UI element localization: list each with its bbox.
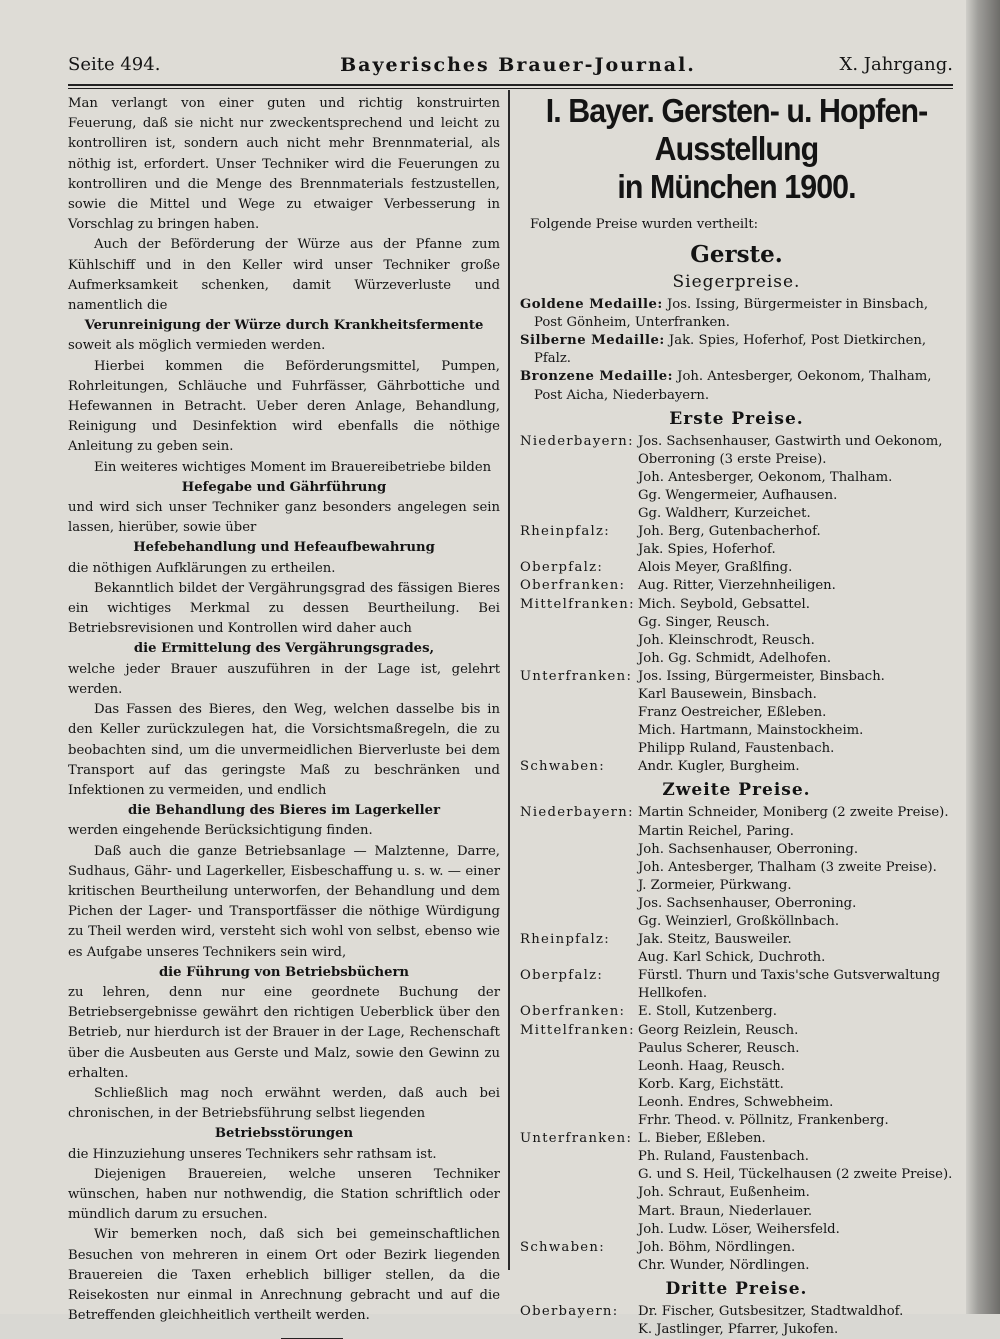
prize-winner: Leonh. Haag, Reusch. (638, 1058, 785, 1074)
prize-row (520, 433, 953, 469)
medal-winner: Jak. Spies, Hoferhof, Post Dietkirchen, Pfalz. (534, 333, 927, 367)
region-label: Oberfranken: (520, 1004, 626, 1020)
heading-zweite-preise: Zweite Preise. (662, 780, 811, 801)
prize-winner: Leonh. Endres, Schwebheim. (638, 1094, 834, 1110)
prize-winner: Gg. Singer, Reusch. (638, 614, 770, 630)
prize-winner: Aug. Ritter, Vierzehnheiligen. (638, 578, 836, 594)
prize-row (520, 1003, 953, 1021)
prize-winner: Martin Reichel, Paring. (638, 823, 794, 839)
prize-winner: Joh. Antesberger, Thalham (3 zweite Preise). (638, 859, 937, 875)
prize-winner: Georg Reizlein, Reusch. (638, 1022, 799, 1038)
prize-row (520, 758, 953, 776)
medal-label: Goldene Medaille: (520, 297, 663, 313)
medal-list (520, 296, 953, 405)
paragraph: Bekanntlich bildet der Vergährungsgrad des fässigen Bieres ein wichtiges Merkmal zu dessen Beurtheilung. Bei Betriebsrevisionen und Kontrollen wird daher auch (68, 580, 500, 637)
prize-winner: Jak. Steitz, Bausweiler. (638, 932, 792, 948)
page-header (68, 50, 953, 84)
prize-row (520, 967, 953, 1003)
prize-winner: Mart. Braun, Niederlauer. (638, 1203, 813, 1219)
prize-winner: Gg. Weinzierl, Großköllnbach. (638, 914, 840, 929)
prize-winner: Jak. Spies, Hoferhof. (638, 542, 776, 558)
prize-winner: Gg. Waldherr, Kurzeichet. (638, 506, 811, 522)
prize-winner: Joh. Sachsenhauser, Oberroning. (638, 841, 859, 857)
prize-winner: L. Bieber, Eßleben. (638, 1131, 766, 1147)
region-label: Unterfranken: (520, 668, 633, 684)
prize-winner: J. Zormeier, Pürkwang. (638, 877, 792, 893)
region-label: Mittelfranken: (520, 1022, 635, 1038)
region-label: Oberpfalz: (520, 560, 604, 576)
prize-row (520, 1130, 953, 1148)
prize-winner: Martin Schneider, Moniberg (2 zweite Preise). (638, 805, 949, 821)
prize-winner: Frhr. Theod. v. Pöllnitz, Frankenberg. (638, 1113, 889, 1129)
region-label: Oberbayern: (520, 1303, 619, 1319)
subheading: Hefebehandlung und Hefeaufbewahrung (133, 540, 435, 556)
volume-label: X. Jahrgang. (839, 54, 953, 75)
prize-winner: Karl Bausewein, Binsbach. (638, 686, 817, 702)
erste-preise-list (520, 433, 953, 777)
prize-winner: Gg. Wengermeier, Aufhausen. (638, 487, 838, 503)
prize-winner: Joh. Schraut, Eußenheim. (638, 1185, 810, 1201)
prize-winner: Joh. Gg. Schmidt, Adelhofen. (638, 650, 832, 666)
prize-row (520, 523, 953, 541)
paragraph: Wir bemerken noch, daß sich bei gemeinschaftlichen Besuchen von mehreren in einem Ort oder Bezirk liegenden Brauereien die Taxen erheblich billiger stellen, da die Reisekosten nur einmal in Anrechnung gebracht und auf die Betreffenden gleichheitlich vertheilt werden. (68, 1227, 500, 1324)
left-column (68, 94, 500, 1339)
prize-winner: Ph. Ruland, Faustenbach. (638, 1149, 809, 1165)
paragraph: Hierbei kommen die Beförderungsmittel, Pumpen, Rohrleitungen, Schläuche und Fuhrfässer, Gährbottiche und Hefewannen in Betracht. Ueber deren Anlage, Behandlung, Reinigung und Desinfektion wird ebenfalls die nöthige Anleitung zu geben sein. (68, 358, 500, 455)
region-label: Rheinpfalz: (520, 524, 611, 540)
medal-label: Silberne Medaille: (520, 333, 665, 349)
column-divider (508, 90, 510, 1270)
paragraph: werden eingehende Berücksichtigung finden. (68, 823, 373, 839)
paragraph: Ein weiteres wichtiges Moment im Brauereibetriebe bilden (94, 459, 492, 475)
region-label: Niederbayern: (520, 805, 634, 821)
subheading: die Behandlung des Bieres im Lagerkeller (127, 803, 441, 819)
dritte-preise-list (520, 1303, 953, 1339)
header-rule (68, 84, 953, 89)
prize-winner: Jos. Sachsenhauser, Oberroning. (638, 895, 857, 911)
paragraph: die nöthigen Aufklärungen zu ertheilen. (68, 560, 336, 576)
prize-winner: Joh. Antesberger, Oekonom, Thalham. (638, 469, 893, 485)
exhibition-title-line2: in München 1900. (617, 168, 856, 205)
medal-label: Bronzene Medaille: (520, 369, 673, 385)
paragraph: zu lehren, denn nur eine geordnete Buchung der Betriebsergebnisse gewährt den richtigen Ueberblick über den Betrieb, nur hierdurch ist der Brauer in der Lage, Rechenschaft über die Ausbeuten aus Gerste und Malz, sowie den Gewinn zu erhalten. (68, 984, 500, 1081)
page-edge-shadow (966, 0, 1000, 1314)
paragraph: Daß auch die ganze Betriebsanlage — Malztenne, Darre, Sudhaus, Gähr- und Lagerkeller, Eisbeschaffung u. s. w. — einer kritischen Beurtheilung unterworfen, der Behandlung und dem Pichen der Lager- und Transportfässer die nöthige Würdigung zu Theil werden wird, versteht sich wohl von selbst, ebenso wie es Aufgabe unseres Technikers sein wird, (68, 843, 500, 960)
subheading: Betriebsstörungen (214, 1126, 354, 1142)
paragraph: Diejenigen Brauereien, welche unseren Techniker wünschen, haben nur nothwendig, die Station schriftlich oder mündlich darum zu ersuchen. (68, 1166, 500, 1223)
intro-text: Folgende Preise wurden vertheilt: (530, 217, 759, 232)
prize-winner: Joh. Berg, Gutenbacherhof. (638, 524, 821, 540)
region-label: Mittelfranken: (520, 596, 635, 612)
medal-winner: Jos. Issing, Bürgermeister in Binsbach, Post Gönheim, Unterfranken. (534, 297, 929, 331)
prize-winner: Andr. Kugler, Burgheim. (638, 759, 800, 775)
prize-row (520, 804, 953, 822)
prize-winner: Aug. Karl Schick, Duchroth. (638, 950, 826, 966)
heading-siegerpreise: Siegerpreise. (672, 272, 801, 293)
prize-winner: Jos. Issing, Bürgermeister, Binsbach. (638, 668, 885, 684)
prize-winner: Paulus Scherer, Reusch. (638, 1040, 800, 1056)
exhibition-title-line1: I. Bayer. Gersten- u. Hopfen-Ausstellung (545, 92, 928, 167)
prize-row (520, 1239, 953, 1257)
region-label: Rheinpfalz: (520, 932, 611, 948)
paragraph: Das Fassen des Bieres, den Weg, welchen dasselbe bis in den Keller zurückzulegen hat, die Vorsichtsmaßregeln, die zu beobachten sind, um die unvermeidlichen Bierverluste bei dem Transport auf das geringste Maß zu beschränken und Infektionen zu vermeiden, und endlich (68, 702, 500, 798)
prize-row (520, 1303, 953, 1321)
prize-winner: Joh. Kleinschrodt, Reusch. (638, 632, 815, 648)
paragraph: soweit als möglich vermieden werden. (68, 338, 326, 354)
paragraph: und wird sich unser Techniker ganz besonders angelegen sein lassen, hierüber, sowie über (68, 500, 500, 536)
prize-row (520, 1022, 953, 1040)
prize-winner: Philipp Ruland, Faustenbach. (638, 741, 835, 757)
prize-winner: Joh. Ludw. Löser, Weihersfeld. (638, 1221, 840, 1237)
prize-winner: Franz Oestreicher, Eßleben. (638, 705, 827, 721)
region-label: Unterfranken: (520, 1131, 633, 1147)
prize-winner: Joh. Böhm, Nördlingen. (638, 1239, 796, 1255)
prize-winner: Mich. Seybold, Gebsattel. (638, 596, 810, 612)
right-column (520, 92, 953, 1339)
prize-row (520, 931, 953, 949)
heading-erste-preise: Erste Preise. (669, 408, 804, 429)
zweite-preise-list (520, 804, 953, 1274)
prize-row (520, 577, 953, 595)
prize-winner: Dr. Fischer, Gutsbesitzer, Stadtwaldhof. (638, 1303, 904, 1319)
prize-winner: Fürstl. Thurn und Taxis'sche Gutsverwaltung Hellkofen. (638, 968, 941, 1002)
paragraph: Auch der Beförderung der Würze aus der Pfanne zum Kühlschiff und in den Keller wird unser Techniker große Aufmerksamkeit schenken, damit Würzeverluste und namentlich die (68, 237, 500, 314)
medal-entry (520, 296, 953, 332)
prize-winner: Jos. Sachsenhauser, Gastwirth und Oekonom, Oberroning (3 erste Preise). (638, 433, 943, 467)
prize-winner: G. und S. Heil, Tückelhausen (2 zweite Preise). (638, 1167, 953, 1183)
region-label: Oberfranken: (520, 578, 626, 594)
prize-winner: E. Stoll, Kutzenberg. (638, 1004, 777, 1020)
paragraph: welche jeder Brauer auszuführen in der Lage ist, gelehrt werden. (68, 661, 500, 697)
journal-title: Bayerisches Brauer-Journal. (340, 54, 696, 76)
prize-row (520, 668, 953, 686)
subheading: Verunreinigung der Würze durch Krankheitsfermente (84, 318, 484, 334)
paragraph: Man verlangt von einer guten und richtig konstruirten Feuerung, daß sie nicht nur zweckentsprechend und leicht zu kontrolliren ist, sondern auch nicht mehr Brennmaterial, als nöthig ist, erfordert. Unser Techniker wird die Feuerungen zu kontrolliren und die Menge des Brennmaterials festzustellen, sowie die Mittel und Wege zu etwaiger Verbesserung in Vorschlag zu bringen haben. (68, 96, 500, 233)
page-number: Seite 494. (68, 54, 161, 75)
section-gerste: Gerste. (690, 241, 783, 269)
medal-entry (520, 368, 953, 404)
prize-winner: Korb. Karg, Eichstätt. (638, 1076, 784, 1092)
prize-row (520, 559, 953, 577)
prize-winner: Chr. Wunder, Nördlingen. (638, 1257, 810, 1273)
heading-dritte-preise: Dritte Preise. (665, 1278, 808, 1299)
exhibition-title (537, 92, 935, 206)
prize-winner: Mich. Hartmann, Mainstockheim. (638, 723, 864, 739)
region-label: Oberpfalz: (520, 968, 604, 984)
subheading: Hefegabe und Gährführung (181, 479, 387, 495)
prize-winner: K. Jastlinger, Pfarrer, Jukofen. (638, 1321, 839, 1337)
paragraph: Schließlich mag noch erwähnt werden, daß auch bei chronischen, in der Betriebsführung selbst liegenden (68, 1085, 500, 1122)
subheading: die Führung von Betriebsbüchern (158, 964, 410, 980)
region-label: Schwaben: (520, 1239, 605, 1255)
subheading: die Ermittelung des Vergährungsgrades, (133, 641, 435, 657)
medal-entry (520, 332, 953, 368)
region-label: Schwaben: (520, 759, 605, 775)
prize-winner: Alois Meyer, Graßlfing. (638, 560, 793, 576)
region-label: Niederbayern: (520, 433, 634, 449)
prize-row (520, 596, 953, 614)
paragraph: die Hinzuziehung unseres Technikers sehr rathsam ist. (68, 1146, 437, 1162)
medal-winner: Joh. Antesberger, Oekonom, Thalham, Post Aicha, Niederbayern. (534, 369, 932, 403)
